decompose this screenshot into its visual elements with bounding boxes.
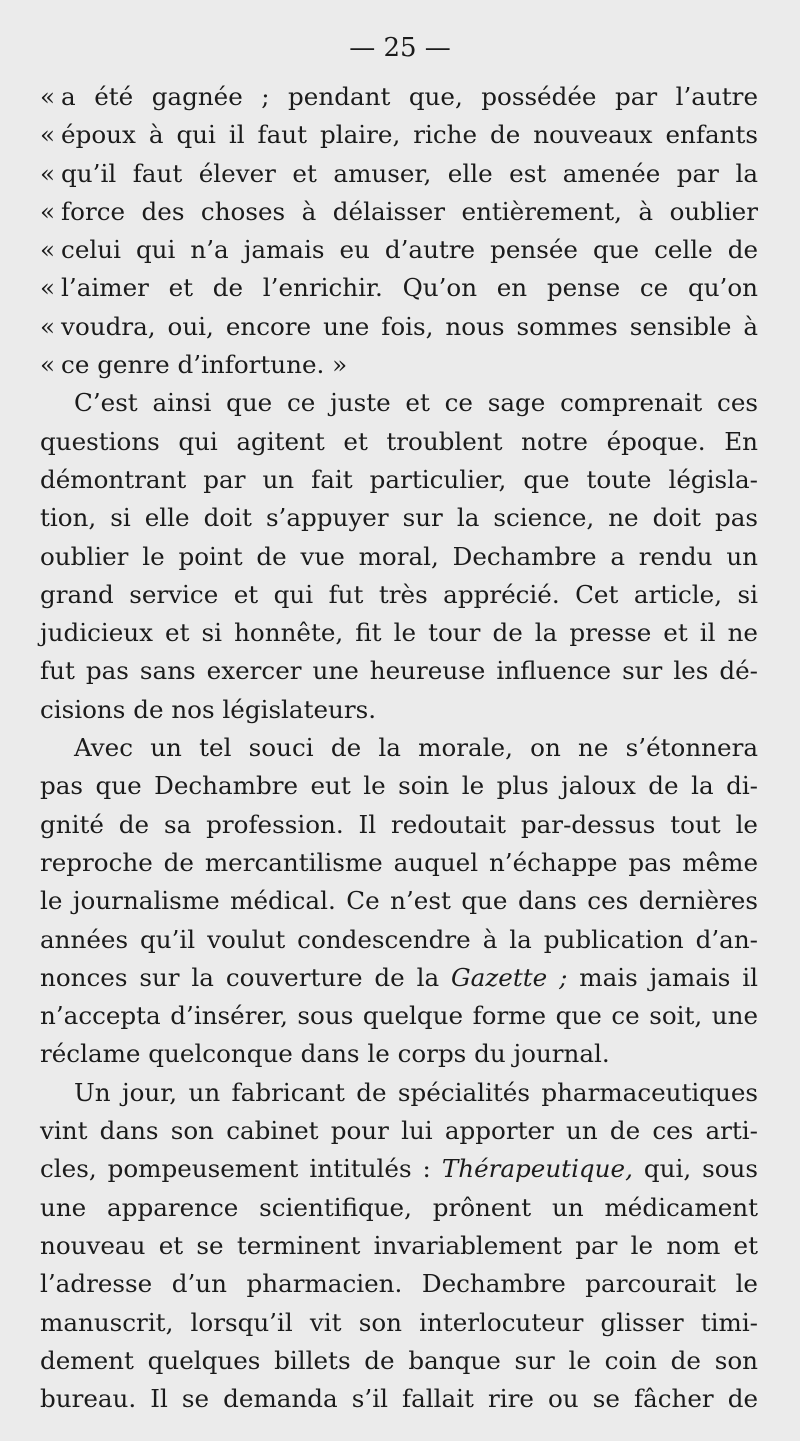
- guillemet: «: [40, 196, 56, 226]
- text-line: bureau. Il se demanda s’il fallait rire ou se fâcher de: [40, 1384, 758, 1414]
- text-line: cles, pompeusement intitulés : Thérapeutique, qui, sous: [40, 1154, 758, 1184]
- paragraph-dignite: [40, 729, 758, 1074]
- text-line: grand service et qui fut très apprécié. Cet article, si: [40, 579, 758, 609]
- text-line: nonces sur la couverture de la Gazette ; mais jamais il: [40, 962, 758, 992]
- text-line: C’est ainsi que ce juste et ce sage comprenait ces: [74, 388, 758, 418]
- guillemet: «: [40, 82, 56, 111]
- guillemet: «: [40, 350, 56, 380]
- page-number: — 25 —: [349, 33, 451, 63]
- article-title: Thérapeutique,: [441, 1154, 633, 1184]
- text-line: « voudra, oui, encore une fois, nous sommes sensible à: [40, 311, 758, 341]
- text-line: gnité de sa profession. Il redoutait par-dessus tout le: [40, 809, 758, 839]
- text-line: « qu’il faut élever et amuser, elle est amenée par la: [40, 158, 758, 188]
- text-line: « époux à qui il faut plaire, riche de nouveaux enfants: [40, 120, 758, 150]
- text-line: « a été gagnée ; pendant que, possédée par l’autre: [40, 82, 758, 111]
- text-line: pas que Dechambre eut le soin le plus jaloux de la di-: [40, 771, 758, 801]
- paragraph-fabricant: [40, 1074, 758, 1419]
- text-line: le journalisme médical. Ce n’est que dans ces dernières: [40, 886, 758, 916]
- text-line: Un jour, un fabricant de spécialités pharmaceutiques: [74, 1077, 758, 1107]
- text-line: l’adresse d’un pharmacien. Dechambre parcourait le: [40, 1269, 758, 1299]
- paragraph-legislation: [40, 384, 758, 729]
- text-line: tion, si elle doit s’appuyer sur la science, ne doit pas: [40, 503, 758, 533]
- text-line: « force des choses à délaisser entièrement, à oublier: [40, 196, 758, 226]
- guillemet: «: [40, 120, 56, 150]
- text-line: nouveau et se terminent invariablement par le nom et: [40, 1230, 758, 1260]
- guillemet: «: [40, 273, 56, 303]
- text-line: « celui qui n’a jamais eu d’autre pensée que celle de: [40, 235, 758, 265]
- text-line: réclame quelconque dans le corps du journal.: [40, 1039, 610, 1069]
- text-line: « l’aimer et de l’enrichir. Qu’on en pense ce qu’on: [40, 273, 758, 303]
- text-line: une apparence scientifique, prônent un médicament: [40, 1192, 758, 1222]
- journal-title: Gazette ;: [451, 962, 568, 992]
- guillemet: «: [40, 158, 56, 188]
- text-line: n’accepta d’insérer, sous quelque forme que ce soit, une: [40, 1001, 758, 1031]
- text-line: questions qui agitent et troublent notre époque. En: [40, 426, 758, 456]
- guillemet: «: [40, 235, 56, 265]
- text-line: reproche de mercantilisme auquel n’échappe pas même: [40, 847, 758, 877]
- text-line: oublier le point de vue moral, Dechambre a rendu un: [40, 541, 758, 571]
- text-line: démontrant par un fait particulier, que toute législa-: [40, 464, 758, 494]
- guillemet: «: [40, 311, 56, 341]
- text-line: Avec un tel souci de la morale, on ne s’étonnera: [74, 733, 758, 763]
- text-line: manuscrit, lorsqu’il vit son interlocuteur glisser timi-: [40, 1307, 758, 1337]
- quote-paragraph: [40, 78, 758, 384]
- text-line: vint dans son cabinet pour lui apporter un de ces arti-: [40, 1116, 758, 1146]
- text-line: « ce genre d’infortune. »: [40, 350, 348, 380]
- text-line: cisions de nos législateurs.: [40, 694, 377, 724]
- body-text: [40, 78, 758, 1418]
- text-line: années qu’il voulut condescendre à la publication d’an-: [40, 924, 758, 954]
- text-line: fut pas sans exercer une heureuse influence sur les dé-: [40, 656, 758, 686]
- text-line: judicieux et si honnête, fit le tour de la presse et il ne: [40, 618, 758, 648]
- text-line: dement quelques billets de banque sur le coin de son: [40, 1345, 758, 1375]
